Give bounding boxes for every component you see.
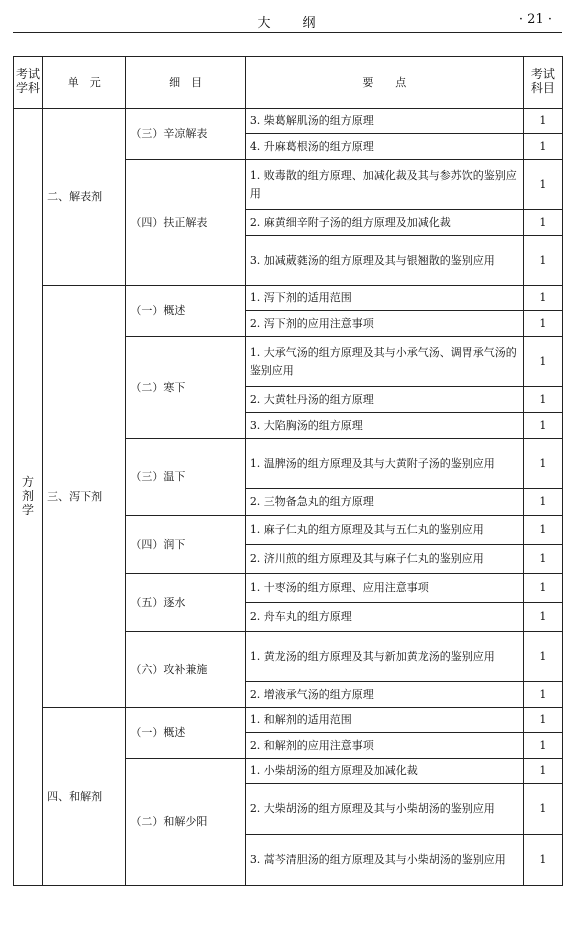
level-cell: 1 <box>523 337 562 387</box>
item-cell: （三）辛凉解表 <box>126 109 245 160</box>
header-title: 大 纲 <box>257 16 318 31</box>
level-cell: 1 <box>523 545 562 574</box>
syllabus-table <box>13 56 563 886</box>
item-cell: （一）概述 <box>126 708 245 759</box>
item-cell: （四）润下 <box>126 516 245 574</box>
level-cell: 1 <box>523 708 562 733</box>
point-cell: 2. 麻黄细辛附子汤的组方原理及加减化裁 <box>245 210 523 236</box>
level-cell: 1 <box>523 311 562 337</box>
level-cell: 1 <box>523 603 562 632</box>
level-cell: 1 <box>523 236 562 286</box>
page-header <box>13 8 562 33</box>
point-cell: 3. 蒿芩清胆汤的组方原理及其与小柴胡汤的鉴别应用 <box>245 835 523 886</box>
point-cell: 1. 泻下剂的适用范围 <box>245 286 523 311</box>
unit-cell: 四、和解剂 <box>43 708 126 886</box>
point-cell: 2. 增液承气汤的组方原理 <box>245 682 523 708</box>
point-cell: 1. 黄龙汤的组方原理及其与新加黄龙汤的鉴别应用 <box>245 632 523 682</box>
level-cell: 1 <box>523 413 562 439</box>
point-cell: 2. 大黄牡丹汤的组方原理 <box>245 387 523 413</box>
item-cell: （二）寒下 <box>126 337 245 439</box>
header-unit: 单 元 <box>43 57 126 109</box>
point-cell: 1. 温脾汤的组方原理及其与大黄附子汤的鉴别应用 <box>245 439 523 489</box>
level-cell: 1 <box>523 489 562 516</box>
level-cell: 1 <box>523 160 562 210</box>
item-cell: （三）温下 <box>126 439 245 516</box>
item-cell: （六）攻补兼施 <box>126 632 245 708</box>
unit-cell: 三、泻下剂 <box>43 286 126 708</box>
level-cell: 1 <box>523 134 562 160</box>
header-level: 考试科目 <box>523 57 562 109</box>
level-cell: 1 <box>523 109 562 134</box>
level-cell: 1 <box>523 835 562 886</box>
point-cell: 1. 小柴胡汤的组方原理及加减化裁 <box>245 759 523 784</box>
point-cell: 3. 柴葛解肌汤的组方原理 <box>245 109 523 134</box>
level-cell: 1 <box>523 439 562 489</box>
item-cell: （一）概述 <box>126 286 245 337</box>
point-cell: 1. 败毒散的组方原理、加减化裁及其与参苏饮的鉴别应用 <box>245 160 523 210</box>
item-cell: （五）逐水 <box>126 574 245 632</box>
level-cell: 1 <box>523 387 562 413</box>
level-cell: 1 <box>523 632 562 682</box>
point-cell: 2. 济川煎的组方原理及其与麻子仁丸的鉴别应用 <box>245 545 523 574</box>
point-cell: 2. 泻下剂的应用注意事项 <box>245 311 523 337</box>
point-cell: 2. 三物备急丸的组方原理 <box>245 489 523 516</box>
level-cell: 1 <box>523 682 562 708</box>
level-cell: 1 <box>523 733 562 759</box>
item-cell: （四）扶正解表 <box>126 160 245 286</box>
level-cell: 1 <box>523 574 562 603</box>
point-cell: 3. 大陷胸汤的组方原理 <box>245 413 523 439</box>
point-cell: 1. 十枣汤的组方原理、应用注意事项 <box>245 574 523 603</box>
unit-cell: 二、解表剂 <box>43 109 126 286</box>
point-cell: 2. 大柴胡汤的组方原理及其与小柴胡汤的鉴别应用 <box>245 784 523 835</box>
level-cell: 1 <box>523 759 562 784</box>
level-cell: 1 <box>523 286 562 311</box>
level-cell: 1 <box>523 516 562 545</box>
point-cell: 1. 大承气汤的组方原理及其与小承气汤、调胃承气汤的鉴别应用 <box>245 337 523 387</box>
level-cell: 1 <box>523 784 562 835</box>
page-number: · 21 · <box>518 12 552 27</box>
point-cell: 3. 加减葳蕤汤的组方原理及其与银翘散的鉴别应用 <box>245 236 523 286</box>
point-cell: 4. 升麻葛根汤的组方原理 <box>245 134 523 160</box>
point-cell: 1. 麻子仁丸的组方原理及其与五仁丸的鉴别应用 <box>245 516 523 545</box>
point-cell: 1. 和解剂的适用范围 <box>245 708 523 733</box>
level-cell: 1 <box>523 210 562 236</box>
header-subject: 考试学科 <box>14 57 43 109</box>
subject-cell: 方剂学 <box>14 109 43 886</box>
point-cell: 2. 和解剂的应用注意事项 <box>245 733 523 759</box>
item-cell: （二）和解少阳 <box>126 759 245 886</box>
point-cell: 2. 舟车丸的组方原理 <box>245 603 523 632</box>
header-item: 细 目 <box>126 57 245 109</box>
header-points: 要 点 <box>245 57 523 109</box>
